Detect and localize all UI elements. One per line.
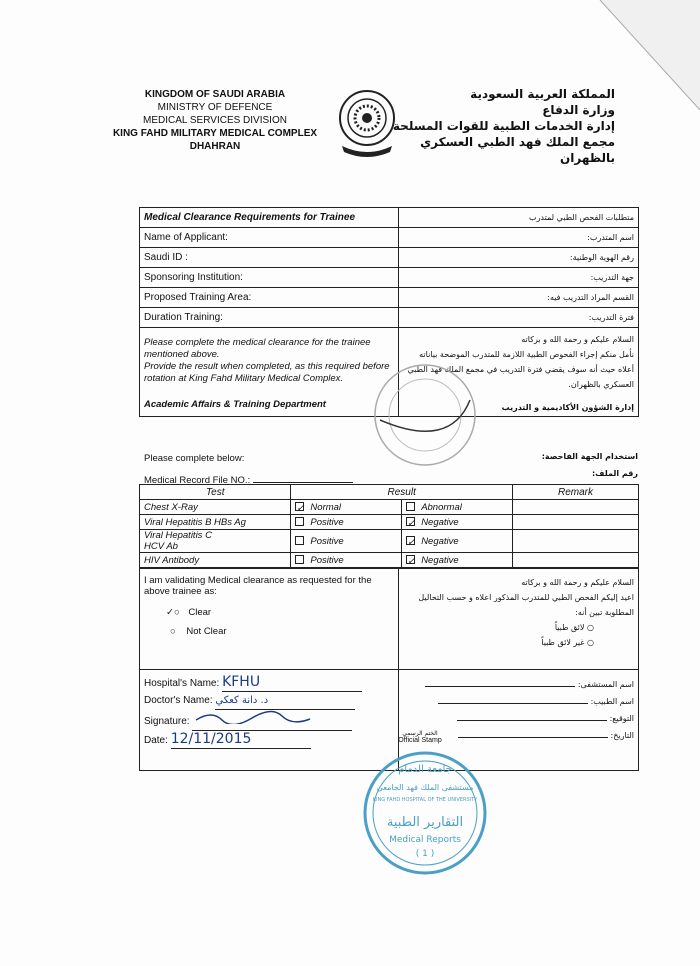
table-row bbox=[140, 515, 639, 530]
not-clear-option[interactable]: ○ Not Clear bbox=[170, 626, 227, 637]
checkbox-checked-icon[interactable]: ✓ bbox=[407, 537, 416, 549]
stamp-ring-top: جامعة الدمام bbox=[398, 764, 452, 775]
sponsoring-institution-label-ar: جهة التدريب: bbox=[399, 268, 639, 288]
official-stamp-label: الختم الرسمي Official Stamp bbox=[398, 730, 442, 744]
hospital-name-value[interactable]: KFHU bbox=[222, 674, 362, 692]
mrf-label-ar: رقم الملف: bbox=[591, 469, 638, 478]
clear-option[interactable]: ✓○ Clear bbox=[166, 607, 212, 618]
training-area-label-ar: القسم المراد التدريب فيه: bbox=[399, 288, 639, 308]
result-option-2[interactable]: ✓ Negative bbox=[402, 515, 513, 530]
header-en-line: MEDICAL SERVICES DIVISION bbox=[143, 115, 287, 126]
result-option-1[interactable]: Positive bbox=[291, 530, 402, 553]
table-row bbox=[140, 530, 639, 553]
stamp-line5: ( 1 ) bbox=[415, 849, 435, 859]
stamp-line1: مستشفى الملك فهد الجامعي bbox=[376, 783, 474, 792]
department-en: Academic Affairs & Training Department bbox=[144, 398, 326, 410]
signature-ar-row: التوقيع: bbox=[403, 710, 634, 727]
signature-line[interactable] bbox=[192, 710, 352, 731]
hospital-medical-reports-stamp bbox=[360, 748, 490, 878]
result-option-1[interactable]: ✓ Normal bbox=[291, 500, 402, 515]
header-en-line: DHAHRAN bbox=[189, 141, 241, 152]
validation-ar-cell bbox=[399, 569, 639, 670]
handwritten-signature bbox=[192, 710, 312, 724]
checkbox-checked-icon[interactable]: ✓ bbox=[407, 556, 416, 568]
table-row bbox=[140, 500, 639, 515]
result-option-1[interactable]: Positive bbox=[291, 553, 402, 568]
radio-selected-icon[interactable]: ✓○ bbox=[166, 607, 180, 618]
remark-cell[interactable] bbox=[512, 500, 638, 515]
instructions-ar-line: السلام عليكم و رحمة الله و بركاته bbox=[521, 335, 634, 344]
test-name: HIV Antibody bbox=[140, 553, 291, 568]
checkbox-checked-icon[interactable]: ✓ bbox=[296, 503, 305, 515]
header-ar-line: مجمع الملك فهد الطبي العسكري بالظهران bbox=[420, 135, 615, 165]
faint-department-stamp bbox=[360, 360, 490, 470]
hospital-name-row: Hospital's Name: KFHU bbox=[144, 674, 394, 692]
remark-cell[interactable] bbox=[512, 553, 638, 568]
header-arabic bbox=[365, 86, 615, 166]
instructions-ar-line: نأمل منكم إجراء الفحوص الطبية اللازمة للمتدرب الموضحة بياناته أعلاه حيث أنه سوف يقضي فترة التدريب في مجمع الملك فهد الطبي العسكري بالظهران. bbox=[407, 350, 634, 389]
sponsoring-institution-label: Sponsoring Institution: bbox=[140, 268, 399, 288]
col-result-header: Result bbox=[291, 485, 513, 500]
form-title-ar: متطلبات الفحص الطبي لمتدرب bbox=[399, 208, 639, 228]
header-en-line: KINGDOM OF SAUDI ARABIA bbox=[144, 89, 286, 100]
header-ar-line: المملكة العربية السعودية bbox=[470, 87, 615, 101]
form-title-en: Medical Clearance Requirements for Trainee bbox=[140, 208, 399, 228]
header-english bbox=[100, 88, 330, 153]
checkbox-checked-icon[interactable]: ✓ bbox=[407, 518, 416, 530]
result-option-2[interactable]: ✓ Negative bbox=[402, 530, 513, 553]
doctor-name-value[interactable]: د. دانة كعكي bbox=[215, 692, 355, 710]
name-of-applicant-label: Name of Applicant: bbox=[140, 228, 399, 248]
table-row bbox=[140, 553, 639, 568]
checkbox-icon[interactable] bbox=[295, 536, 304, 545]
col-remark-header: Remark bbox=[512, 485, 638, 500]
validation-en-cell bbox=[140, 569, 399, 670]
duration-training-label: Duration Training: bbox=[140, 308, 399, 328]
validation-text-ar: السلام عليكم و رحمة الله و بركاته bbox=[521, 578, 634, 587]
checkbox-icon[interactable] bbox=[295, 555, 304, 564]
result-option-1[interactable]: Positive bbox=[291, 515, 402, 530]
remark-cell[interactable] bbox=[512, 530, 638, 553]
checkbox-icon[interactable] bbox=[406, 502, 415, 511]
saudi-id-label: Saudi ID : bbox=[140, 248, 399, 268]
stamp-line4: Medical Reports bbox=[389, 835, 461, 845]
test-name: Viral Hepatitis B HBs Ag bbox=[140, 515, 291, 530]
results-table bbox=[139, 484, 639, 568]
hospital-name-ar-row: اسم المستشفى: bbox=[403, 676, 634, 693]
validation-text-en: I am validating Medical clearance as requested for the above trainee as: bbox=[144, 575, 372, 597]
doctor-name-row: Doctor's Name: د. دانة كعكي bbox=[144, 692, 394, 710]
stamp-line2: KING FAHD HOSPITAL OF THE UNIVERSITY bbox=[372, 797, 478, 803]
test-name: Chest X-Ray bbox=[140, 500, 291, 515]
signature-row: Signature: bbox=[144, 710, 394, 731]
please-complete-label: Please complete below: bbox=[144, 453, 245, 464]
department-ar: إدارة الشؤون الأكاديمية و التدريب bbox=[501, 403, 634, 412]
please-complete-label-ar: استخدام الجهة الفاحصة: bbox=[541, 452, 638, 461]
instructions-en-line: Provide the result when completed, as this required before rotation at King Fahd Military Medical Complex. bbox=[144, 360, 390, 384]
date-row: Date: 12/11/2015 bbox=[144, 731, 394, 749]
result-option-2[interactable]: Abnormal bbox=[402, 500, 513, 515]
header-en-line: MINISTRY OF DEFENCE bbox=[157, 102, 273, 113]
header-ar-line: إدارة الخدمات الطبية للقوات المسلحة bbox=[392, 119, 615, 133]
radio-icon[interactable]: ○ bbox=[170, 626, 176, 637]
name-of-applicant-label-ar: اسم المتدرب: bbox=[399, 228, 639, 248]
test-name: Viral Hepatitis C HCV Ab bbox=[140, 530, 291, 553]
col-test-header: Test bbox=[140, 485, 291, 500]
training-area-label: Proposed Training Area: bbox=[140, 288, 399, 308]
checkbox-icon[interactable] bbox=[295, 517, 304, 526]
header-en-line: KING FAHD MILITARY MEDICAL COMPLEX bbox=[112, 128, 318, 139]
date-ar-row: التاريخ: bbox=[403, 727, 634, 744]
unfit-option-ar[interactable]: ○ غير لائق طبياً bbox=[541, 638, 594, 647]
mrf-label-text: Medical Record File NO.: bbox=[144, 475, 251, 486]
remark-cell[interactable] bbox=[512, 515, 638, 530]
date-value[interactable]: 12/11/2015 bbox=[171, 731, 311, 749]
mrf-line bbox=[253, 482, 353, 483]
duration-training-label-ar: فترة التدريب: bbox=[399, 308, 639, 328]
stamp-line3: التقارير الطبية bbox=[386, 815, 464, 830]
doctor-name-ar-row: اسم الطبيب: bbox=[403, 693, 634, 710]
result-option-2[interactable]: ✓ Negative bbox=[402, 553, 513, 568]
fit-option-ar[interactable]: ○ لائق طبياً bbox=[554, 623, 594, 632]
saudi-id-label-ar: رقم الهوية الوطنية: bbox=[399, 248, 639, 268]
validation-text-ar2: اعيد إليكم الفحص الطبي للمتدرب المذكور اعلاه و حسب التحاليل المطلوبة تبين أنه: bbox=[418, 593, 634, 617]
instructions-en-line: Please complete the medical clearance for the trainee mentioned above. bbox=[144, 336, 371, 360]
header-ar-line: وزارة الدفاع bbox=[542, 103, 615, 117]
